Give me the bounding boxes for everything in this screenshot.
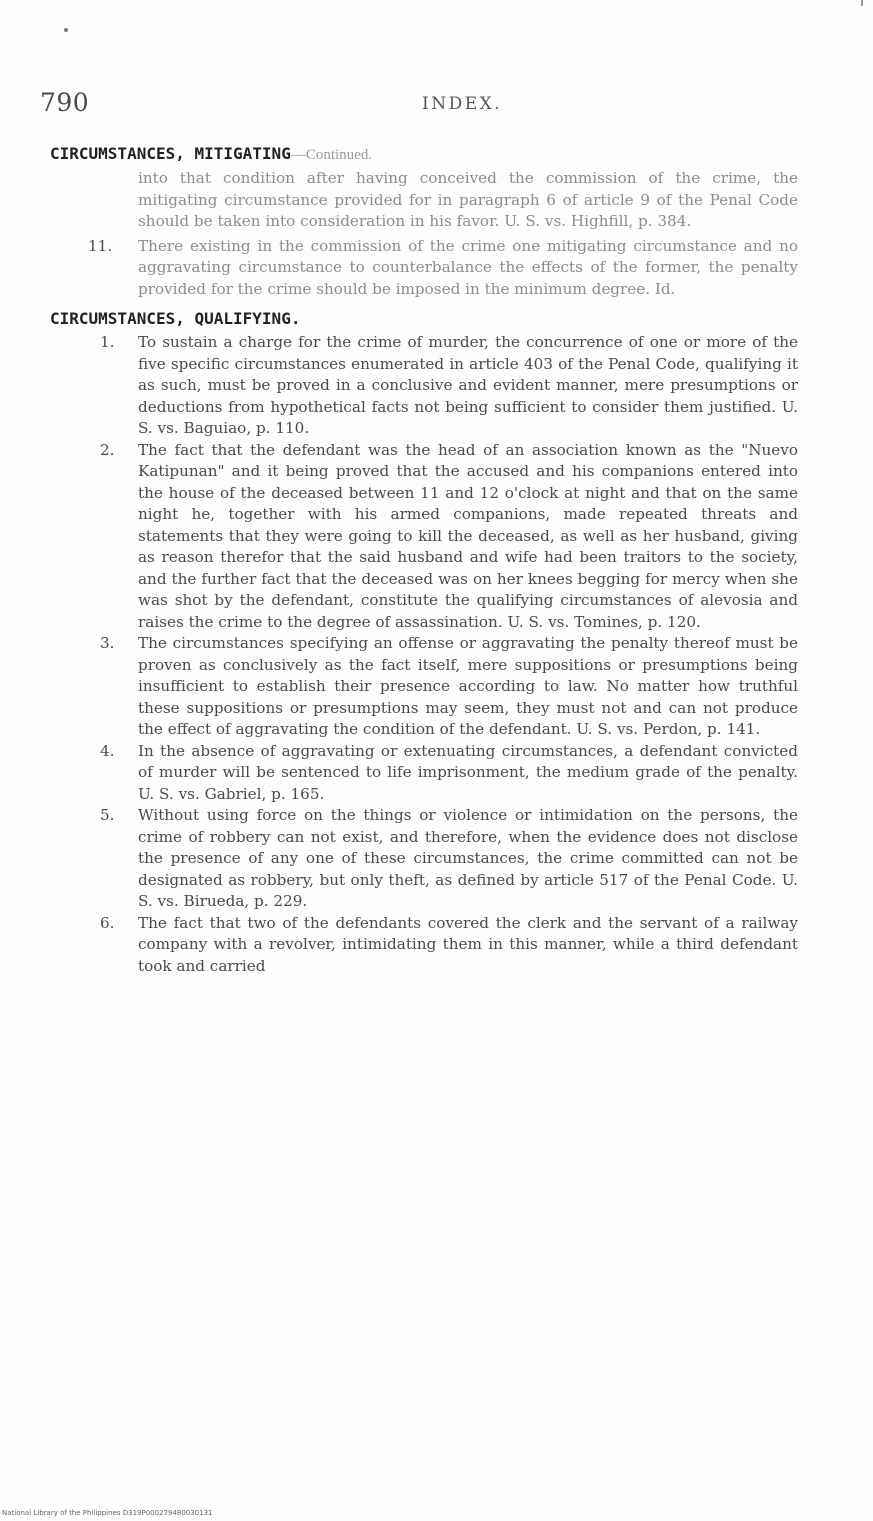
page-number: 790: [40, 88, 90, 117]
index-entry: [50, 633, 798, 741]
scan-footer: National Library of the Philippines D319P000279480030131: [2, 1509, 213, 1517]
entry-number: 11.: [88, 236, 113, 255]
index-entry: [50, 168, 798, 233]
running-head: INDEX.: [422, 94, 503, 114]
scan-speck: [64, 28, 68, 32]
entry-number: 5.: [100, 806, 115, 824]
entry-text: The fact that two of the defendants covered the clerk and the servant of a railway company with a revolver, intimidating them in this manner, while a third defendant took and carried: [138, 913, 798, 975]
entry-text: into that condition after having conceived the commission of the crime, the mitigating circumstance provided for in paragraph 6 of article 9 of the Penal Code should be taken into consideration in his favor. U. S. vs. Highfill, p. 384.: [138, 169, 798, 230]
entry-text: The fact that the defendant was the head of an association known as the "Nuevo Katipunan" and it being proved that the accused and his companions entered into the house of the deceased between 11 and 12 o'clock at night and that on the same night he, together with his armed companions, made repeated threats and statements that they were going to kill the deceased, as well as her husband, giving as reason therefor that the said husband and wife had been traitors to the society, and the further fact that the deceased was on her knees begging for mercy when she was shot by the defendant, constitute the qualifying circumstances of alevosia and raises the crime to the degree of assassination. U. S. vs. Tomines, p. 120.: [138, 440, 798, 631]
entry-text: There existing in the commission of the crime one mitigating circumstance and no aggravating circumstance to counterbalance the effects of the former, the penalty provided for the crime should be imposed in the minimum degree. Id.: [138, 236, 798, 298]
entry-number: 2.: [100, 440, 115, 459]
entry-text: The circumstances specifying an offense or aggravating the penalty thereof must be proven as conclusively as the fact itself, mere suppositions or presumptions being insufficient to establish their presence according to law. No matter how truthful these suppositions or presumptions may seem, they must not and can not produce the effect of aggravating the condition of the defendant. U. S. vs. Perdon, p. 141.: [138, 634, 798, 738]
section-title: CIRCUMSTANCES, MITIGATING: [50, 144, 291, 163]
section-heading-qualifying: [50, 306, 798, 332]
section-heading-mitigating: [50, 141, 798, 168]
index-entry: [50, 913, 798, 978]
index-entry: [50, 741, 798, 806]
continued-label: —Continued.: [290, 147, 373, 163]
entry-text: Without using force on the things or violence or intimidation on the persons, the crime of robbery can not exist, and therefore, when the evidence does not disclose the presence of any one of these circumstances, the crime committed can not be designated as robbery, but only theft, as defined by article 517 of the Penal Code. U. S. vs. Birueda, p. 229.: [138, 806, 798, 910]
entry-text: In the absence of aggravating or extenuating circumstances, a defendant convicted of murder will be sentenced to life imprisonment, the medium grade of the penalty. U. S. vs. Gabriel, p. 165.: [138, 741, 798, 803]
index-entry: [50, 805, 798, 913]
entry-number: 4.: [100, 741, 115, 760]
section-title: CIRCUMSTANCES, QUALIFYING.: [50, 309, 301, 328]
page-header: [40, 88, 800, 128]
index-entry: [50, 236, 798, 301]
index-entry: [50, 332, 798, 440]
entry-number: 1.: [100, 333, 115, 351]
entry-number: 3.: [100, 634, 115, 652]
entry-text: To sustain a charge for the crime of murder, the concurrence of one or more of the five specific circumstances enumerated in article 403 of the Penal Code, qualifying it as such, must be proved in a conclusive and evident manner, mere presumptions or deductions from hypothetical facts not being sufficient to consider them justified. U. S. vs. Baguiao, p. 110.: [138, 333, 798, 437]
index-content: [50, 141, 798, 977]
scan-edge-mark: [861, 0, 863, 6]
entry-number: 6.: [100, 913, 115, 932]
index-entry: [50, 440, 798, 634]
